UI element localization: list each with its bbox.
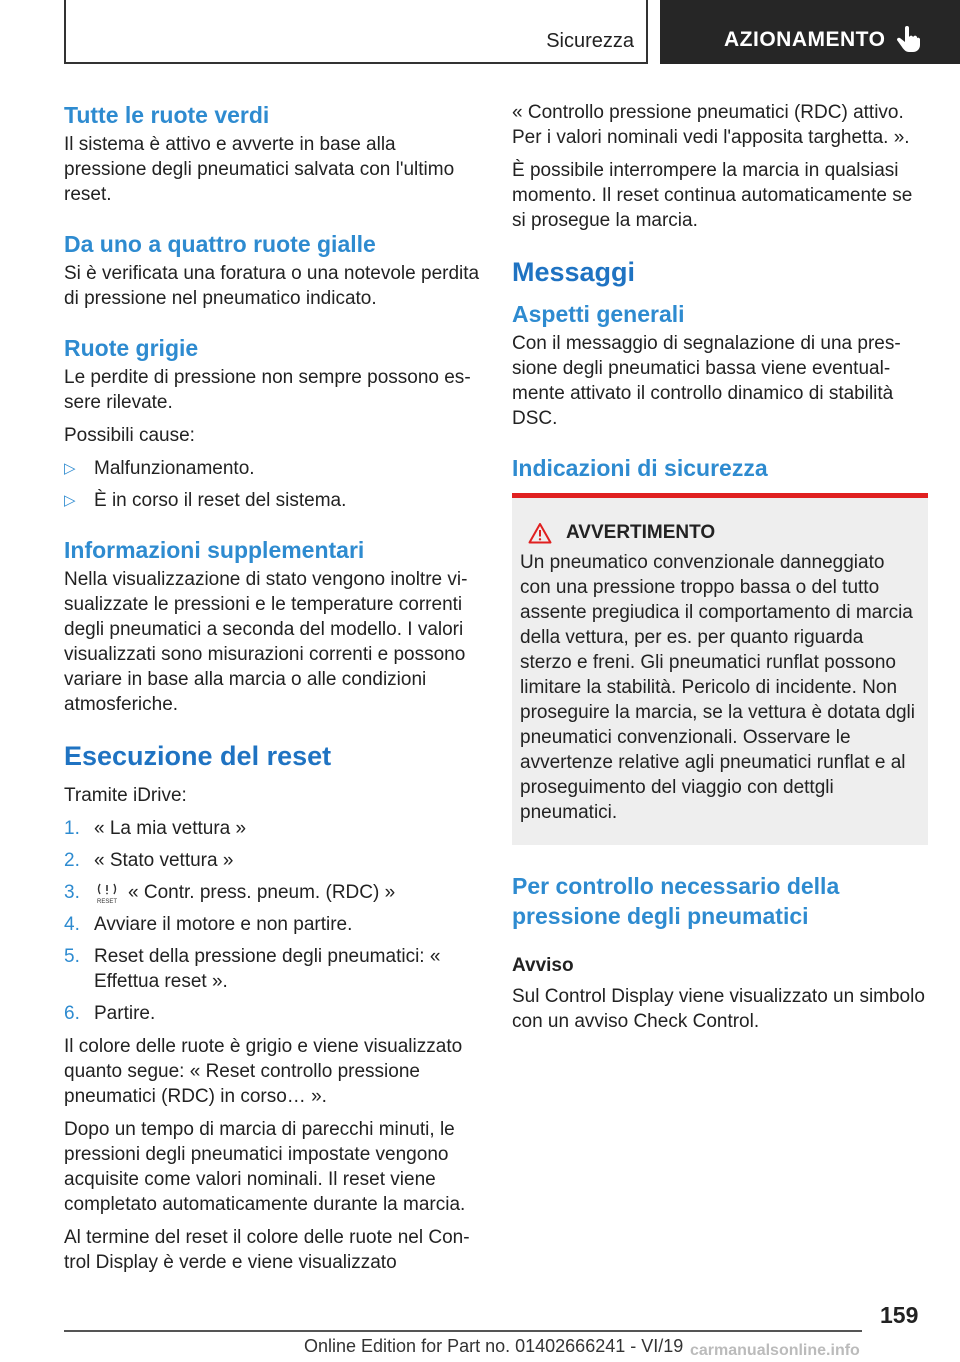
hand-pointer-icon [896,26,920,54]
header-chapter-tab [660,0,960,64]
paragraph-yellow-wheels: Si è verificata una foratura o una notevole perdita di pressione nel pneumatico indicato. [64,263,480,309]
paragraph-notice: Sul Control Display viene visualizzato un simbolo con un avviso Check Control. [512,986,925,1032]
paragraph-after-reset-1: Il colore delle ruote è grigio e viene visualizzato quanto segue: « Reset controllo pressione pneumatici (RDC) in corso… ». [64,1036,463,1107]
warning-box [512,493,928,845]
footer-edition: Online Edition for Part no. 01402666241 - VI/19 [304,1336,684,1356]
warning-header [520,522,920,544]
right-column [512,100,928,1042]
warning-text: Un pneumatico convenzionale danneggiato con una pressione troppo bassa o del tutto assente pregiudica il comportamento di marcia della vettura, per es. per quanto riguarda sterzo e freni. Gli pneumatici runflat possono limitare la stabilità. Pericolo di incidente. Non proseguire la marcia, se la vettura è dotata dgli pneumatici convenzionali. Osservare le avvertenze relative agli pneumatici runflat e al proseguimento del viaggio con dettgli pneumatici. [520,552,915,823]
heading-green-wheels: Tutte le ruote verdi [64,102,270,128]
list-item: ▷ Malfunzionamento. [64,458,255,479]
section-title: Sicurezza [546,30,634,52]
list-item: 6. Partire. [64,1003,156,1024]
watermark-logo: carmanualsonline.info [690,1342,860,1359]
tire-pressure-reset-icon [94,882,120,904]
heading-additional-info: Informazioni supplementari [64,537,365,563]
list-item: ▷ È in corso il reset del sistema. [64,490,347,511]
paragraph-green-wheels: Il sistema è attivo e avverte in base alla pressione degli pneumatici salvata con l'ultimo reset. [64,134,455,205]
page-number: 159 [880,1302,919,1328]
reset-steps-list [64,816,480,1026]
triangle-bullet-icon: ▷ [64,492,76,509]
list-item: 3. RESET « Contr. press. pneum. (RDC) » [64,882,396,904]
list-item: 4. Avviare il motore e non partire. [64,914,353,935]
heading-yellow-wheels: Da uno a quattro ruote gialle [64,231,376,257]
list-item: 5. Reset della pressione degli pneumatici: « Effettua reset ». [64,946,441,992]
heading-grey-wheels: Ruote grigie [64,335,199,361]
list-item: 2. « Stato vettura » [64,850,234,871]
causes-list [64,456,480,513]
paragraph-continuation-2: È possibile interrompere la marcia in qualsiasi momento. Il reset continua automaticamente se si prosegue la marcia. [512,160,913,231]
left-column [64,100,480,1283]
header-section-tab [64,0,648,64]
paragraph-additional-info: Nella visualizzazione di stato vengono inoltre visualizzate le pressioni e le temperature correnti degli pneumatici a seconda del modello. I valori visualizzati sono misurazioni correnti e possono variare in base alla marcia o alle condizioni atmosferiche. [64,569,468,715]
chapter-title: AZIONAMENTO [724,28,886,51]
paragraph-general: Con il messaggio di segnalazione di una pressione degli pneumatici bassa viene eventualmente attivato il controllo dinamico di stabilità DSC. [512,333,901,429]
paragraph-after-reset-3: Al termine del reset il colore delle ruote nel Control Display è verde e viene visualizzato [64,1227,470,1273]
list-item: 1. « La mia vettura » [64,818,247,839]
paragraph-causes: Possibili cause: [64,425,195,446]
footer-divider [64,1330,862,1332]
paragraph-after-reset-2: Dopo un tempo di marcia di parecchi minuti, le pressioni degli pneumatici impostate vengono acquisite come valori nominali. Il reset viene completato automaticamente durante la marcia. [64,1119,466,1215]
heading-notice: Avviso [512,955,574,976]
heading-safety: Indicazioni di sicurezza [512,455,768,481]
heading-pressure-check: Per controllo necessario della pressione degli pneumatici [512,873,840,929]
heading-reset: Esecuzione del reset [64,741,332,771]
paragraph-continuation-1: « Controllo pressione pneumatici (RDC) attivo. Per i valori nominali vedi l'apposita targhetta. ». [512,102,910,148]
paragraph-grey-wheels: Le perdite di pressione non sempre possono essere rilevate. [64,367,471,413]
triangle-bullet-icon: ▷ [64,460,76,477]
warning-triangle-icon [528,522,552,544]
heading-messages: Messaggi [512,257,636,287]
warning-title: AVVERTIMENTO [566,522,716,543]
heading-general: Aspetti generali [512,301,685,327]
paragraph-idrive: Tramite iDrive: [64,785,187,806]
svg-text:RESET: RESET [96,898,118,904]
